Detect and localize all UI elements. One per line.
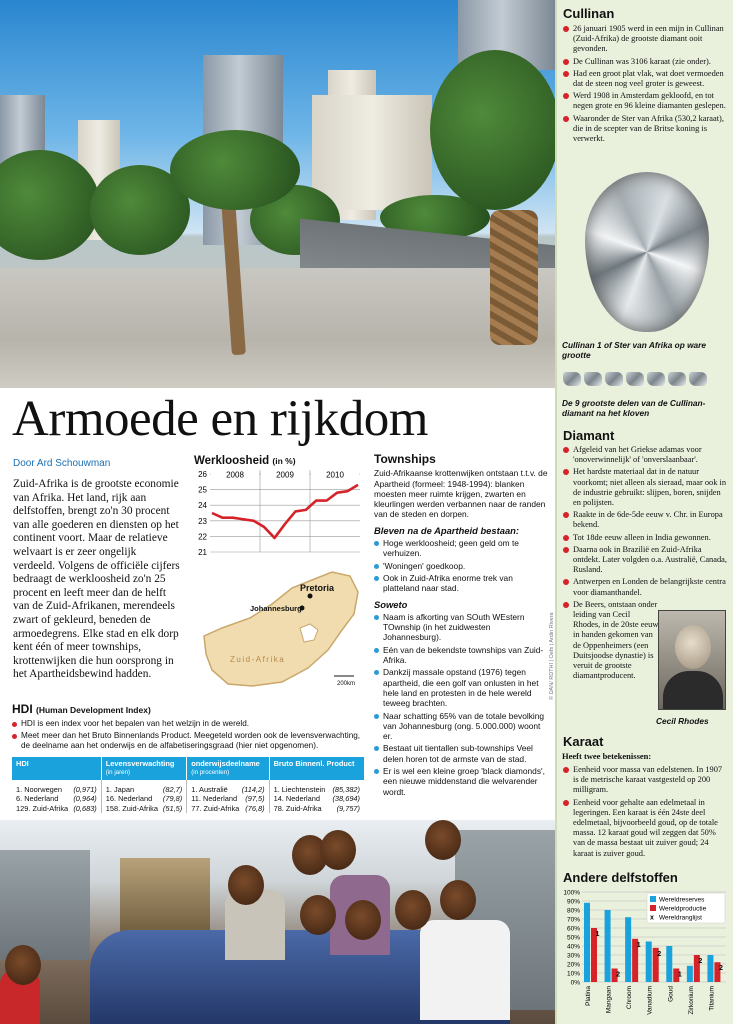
bar-wereldreserves <box>584 903 590 982</box>
x-tick-label: Zirkonium <box>687 986 695 1015</box>
list-item: Hoge werkloosheid; geen geld om te verhuizen. <box>374 538 548 559</box>
bar-wereldreserves <box>625 917 631 982</box>
list-item: Waaronder de Ster van Afrika (530,2 karaat), die in de scepter van de Britse koning is verwerkt. <box>563 114 729 145</box>
y-tick-label: 60% <box>566 925 580 933</box>
list-item: Eén van de bekendste townships van Zuid-Afrika. <box>374 645 548 666</box>
rank-label: 1 <box>677 971 682 979</box>
list-item: Dankzij massale opstand (1976) tegen apartheid, die een golf van onlusten in het hele land en protesten in de hele wereld teweeg brachten. <box>374 667 548 708</box>
y-tick-label: 70% <box>566 916 580 924</box>
hdi-section <box>12 702 364 753</box>
sidebar <box>555 0 733 1024</box>
legend-label: Wereldranglijst <box>659 914 702 922</box>
list-item: Had een groot plat vlak, wat doet vermoeden dat de steen nog veel groter is geweest. <box>563 69 729 89</box>
table-header: onderwijsdeelname (in procenten) <box>187 757 269 780</box>
x-tick-label: Titanium <box>708 986 716 1011</box>
x-tick-label: Mangaan <box>605 986 613 1014</box>
x-tick-label: 2008 <box>226 470 244 480</box>
y-tick-label: 80% <box>566 907 580 915</box>
rank-label: 2 <box>657 950 662 958</box>
list-item: Tot 18de eeuw alleen in India gewonnen. <box>563 533 729 543</box>
diamant-title: Diamant <box>563 428 615 443</box>
list-item: Raakte in de 6de-5de eeuw v. Chr. in Europa bekend. <box>563 510 729 530</box>
rank-label: 2 <box>616 971 621 979</box>
table-header: Levensverwachting (in jaren) <box>101 757 186 780</box>
map-country-shape <box>204 572 358 686</box>
townships-title: Townships <box>374 452 436 466</box>
cullinan-title: Cullinan <box>563 6 615 21</box>
pieces-caption: De 9 grootste delen van de Cullinan-diamant na het kloven <box>562 398 706 418</box>
y-tick-label: 50% <box>566 934 580 942</box>
list-item: Bestaat uit tientallen sub-townships Veel delen horen tot de armste van de stad. <box>374 743 548 764</box>
bar-wereldreserves <box>605 910 611 982</box>
karaat-title: Karaat <box>563 734 604 749</box>
bar-wereldreserves <box>646 942 652 983</box>
hdi-table <box>12 757 364 813</box>
rank-label: 1 <box>636 941 641 949</box>
minerals-title: Andere delfstoffen <box>563 870 678 885</box>
map-label-country: Zuid-Afrika <box>230 655 286 664</box>
x-tick-label: Vanadium <box>646 986 654 1015</box>
map-pretoria-dot <box>308 594 313 599</box>
legend-label: Wereldreserves <box>659 896 705 904</box>
list-item: Werd 1908 in Amsterdam gekloofd, en tot negen grote en 96 kleine diamanten geslepen. <box>563 91 729 111</box>
y-tick-label: 26 <box>198 470 207 479</box>
rank-label: 2 <box>698 958 703 965</box>
soweto-title: Soweto <box>374 598 408 610</box>
legend-label: Wereldproductie <box>659 905 707 913</box>
rank-label: 2 <box>718 965 723 973</box>
photo-credit: © DAN/ RDTHI | Oefs | Ardin Rivera <box>549 612 555 700</box>
x-tick-label: Goud <box>667 986 675 1002</box>
unemployment-chart-title: Werkloosheid (in %) <box>194 455 296 467</box>
bar-wereldreserves <box>687 966 693 982</box>
x-tick-label: 2010 <box>326 470 344 480</box>
list-item: Meet meer dan het Bruto Binnenlands Product. Meegeteld worden ook de levensverwachting, de deelname aan het onderwijs en de alfabetiseringsgraad (hier niet opgenomen). <box>12 731 364 751</box>
y-tick-label: 21 <box>198 548 207 557</box>
y-tick-label: 90% <box>566 898 580 906</box>
list-item: Ook in Zuid-Afrika enorme trek van platteland naar stad. <box>374 573 548 594</box>
list-item: HDI is een index voor het bepalen van het welzijn in de wereld. <box>12 719 364 729</box>
list-item: Het hardste materiaal dat in de natuur voorkomt; niet alleen als sieraad, maar ook in de industrie gebruikt: slijpen, boren, snijden en polijsten. <box>563 467 729 508</box>
list-item: Eenheid voor gehalte aan edelmetaal in legeringen. Een karaat is één 24ste deel edelmetaal, bijvoorbeeld goud, op de totale massa. 12 karaat goud wil zeggen dat 50% van de massa bestaat uit zuiver goud; 24 karaat is zuiver goud. <box>563 798 729 859</box>
portrait-caption: Cecil Rhodes <box>656 716 709 726</box>
x-tick-label: Platina <box>585 986 592 1006</box>
table-header: Bruto Binnenl. Product <box>269 757 364 780</box>
minerals-bar-chart <box>560 888 728 1020</box>
unemployment-series-line <box>212 485 358 538</box>
y-tick-label: 100% <box>563 889 580 897</box>
rank-label: 1 <box>595 931 600 938</box>
list-item: Naam is afkorting van SOuth WEstern TOwnship (in het zuidwesten Johannesburg). <box>374 612 548 643</box>
bar-wereldreserves <box>666 946 672 982</box>
y-tick-label: 10% <box>566 970 580 978</box>
townships-subtitle-1: Bleven na de Apartheid bestaan: <box>374 524 520 536</box>
diamond-pieces-image <box>563 372 725 392</box>
list-item: Afgeleid van het Griekse adamas voor 'onoverwinnelijk' of 'onverslaanbaar'. <box>563 445 729 465</box>
y-tick-label: 23 <box>198 516 207 526</box>
diamond-caption: Cullinan 1 of Ster van Afrika op ware grootte <box>562 340 707 360</box>
list-item: Daarna ook in Brazilië en Zuid-Afrika ontdekt. Later volgden o.a. Australië, Canada, Rusland. <box>563 545 729 576</box>
y-tick-label: 40% <box>566 943 580 951</box>
y-tick-label: 0% <box>570 979 580 987</box>
y-tick-label: 20% <box>566 961 580 969</box>
table-row: 6. Nederland (0,964) 16. Nederland (79,8) 11. Nederland (97,5) 14. Nederland (38,694) <box>12 794 364 803</box>
intro-text: Zuid-Afrika is de grootste economie van Afrika. Het land, rijk aan delfstoffen, brengt zo'n 30 procent van alle goederen en diensten op het continent voort. Maar de relatieve welvaart is er zeer ongelijk verdeeld. Volgens de officiële cijfers bedraagt de werkloosheid zo'n 25 procent en leeft meer dan de helft van de Zuid-Afrikanen, merendeels zwart of gekleurd, beneden de armoedegrens. Elke stad en elk dorp kent één of meer townships, krottenwijken die hun oorsprong in het Apartheidsbewind hadden. <box>13 478 180 681</box>
x-tick-label: Chroom <box>626 986 634 1010</box>
karaat-subtitle: Heeft twee betekenissen: <box>562 751 652 761</box>
cullinan-list <box>563 24 729 146</box>
list-item: Eenheid voor massa van edelstenen. In 1907 is de metrische karaat vastgesteld op 200 milligram. <box>563 765 729 796</box>
legend-rank-mark: x <box>650 914 654 922</box>
unemployment-line-chart <box>192 468 362 560</box>
list-item: 26 januari 1905 werd in een mijn in Cullinan (Zuid-Afrika) de grootste diamant ooit gevonden. <box>563 24 729 55</box>
y-tick-label: 30% <box>566 952 580 960</box>
bar-wereldreserves <box>707 955 713 982</box>
cecil-rhodes-portrait <box>658 610 726 710</box>
table-row: 129. Zuid-Afrika (0,683) 158. Zuid-Afrika (51,5) 77. Zuid-Afrika (76,8) 78. Zuid-Afrika (9,757) <box>12 804 364 813</box>
list-item: Antwerpen en Londen de belangrijkste centra voor diamanthandel. <box>563 577 729 597</box>
list-item: Naar schatting 65% van de totale bevolking van Johannesburg (ong. 5.000.000) woont er. <box>374 711 548 742</box>
hdi-title: HDI (Human Development Index) <box>12 702 151 716</box>
byline: Door Ard Schouwman <box>13 458 111 469</box>
map-label-pretoria: Pretoria <box>300 583 335 593</box>
x-tick-label: 2009 <box>276 470 294 480</box>
list-item: De Cullinan was 3106 karaat (zie onder). <box>563 57 729 67</box>
list-item: 'Woningen' goedkoop. <box>374 561 548 571</box>
y-tick-label: 24 <box>198 501 207 511</box>
map-label-johannesburg: Johannesburg <box>250 604 302 613</box>
karaat-list <box>563 765 729 861</box>
legend-swatch <box>650 896 656 902</box>
table-header: HDI <box>12 757 101 780</box>
south-africa-map <box>192 558 362 693</box>
y-tick-label: 25 <box>198 485 207 495</box>
townships-column <box>374 454 548 799</box>
y-tick-label: 22 <box>198 532 207 542</box>
list-item: Er is wel een kleine groep 'black diamonds', een nieuwe middenstand die welvarender wordt. <box>374 766 548 797</box>
townships-intro: Zuid-Afrikaanse krottenwijken ontstaan t.t.v. de Apartheid (formeel: 1948-1994): blanken moesten meer ruimte krijgen, zwarten en kleurlingen werden verbannen naar de randen van de steden en dorpen. <box>374 468 548 520</box>
map-scale: 200km <box>337 681 356 687</box>
township-photo <box>0 820 555 1024</box>
legend-swatch <box>650 905 656 911</box>
page-title: Armoede en rijkdom <box>12 391 428 447</box>
city-photo <box>0 0 555 388</box>
list-item: De Beers, ontstaan onder leiding van Cecil Rhodes, in de 20ste eeuw in handen gekomen van de Oppenheimers (een Duitsjoodse dynastie) is veruit de grootste diamantproducent. <box>563 600 659 682</box>
table-row: 1. Noorwegen (0,971) 1. Japan (82,7) 1. Australië (114,2) 1. Liechtenstein (85,382) <box>12 780 364 794</box>
